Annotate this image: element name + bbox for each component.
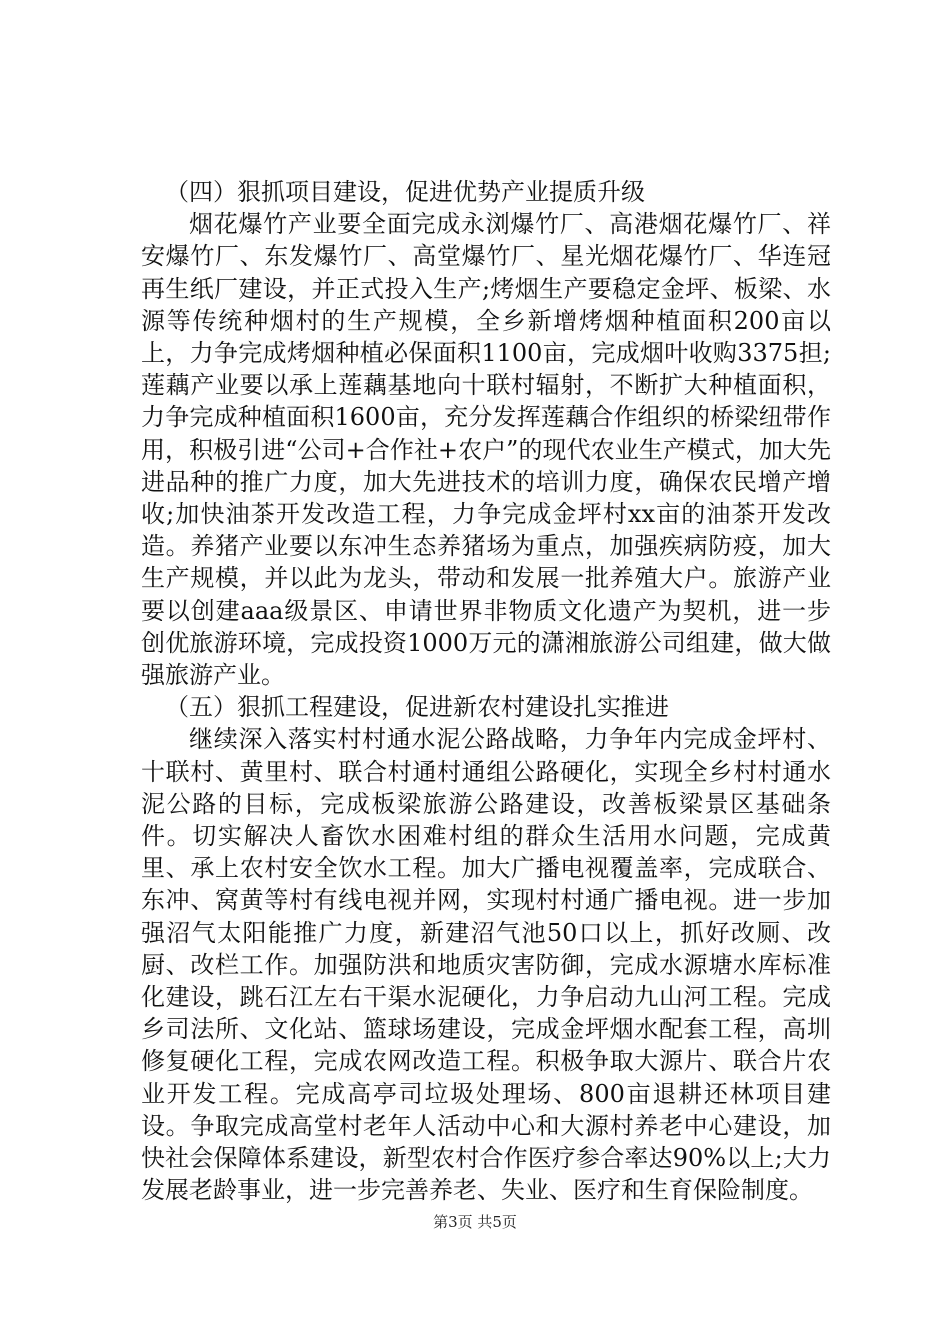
body-paragraph-industry: 烟花爆竹产业要全面完成永浏爆竹厂、高港烟花爆竹厂、祥安爆竹厂、东发爆竹厂、高堂爆竹厂、星光烟花爆竹厂、华连冠再生纸厂建设，并正式投入生产;烤烟生产要稳定金坪、板梁、水源等传统种烟村的生产规模，全乡新增烤烟种植面积200亩以上，力争完成烤烟种植必保面积1100亩，完成烟叶收购3375担;莲藕产业要以承上莲藕基地向十联村辐射，不断扩大种植面积，力争完成种植面积1600亩，充分发挥莲藕合作组织的桥梁纽带作用，积极引进“公司+合作社+农户”的现代农业生产模式，加大先进品种的推广力度，加大先进技术的培训力度，确保农民增产增收;加快油茶开发改造工程，力争完成金坪村xx亩的油茶开发改造。养猪产业要以东冲生态养猪场为重点，加强疾病防疫，加大生产规模，并以此为龙头，带动和发展一批养殖大户。旅游产业要以创建aaa级景区、申请世界非物质文化遗产为契机，进一步创优旅游环境，完成投资1000万元的潇湘旅游公司组建，做大做强旅游产业。 <box>141 210 831 690</box>
document-body <box>141 176 831 1207</box>
page-number-footer: 第3页 共5页 <box>433 1213 517 1231</box>
section-heading-5: （五）狠抓工程建设，促进新农村建设扎实推进 <box>165 693 669 722</box>
section-heading-4: （四）狠抓项目建设，促进优势产业提质升级 <box>165 178 645 206</box>
body-paragraph-engineering: 继续深入落实村村通水泥公路战略，力争年内完成金坪村、十联村、黄里村、联合村通村通组公路硬化，实现全乡村村通水泥公路的目标，完成板梁旅游公路建设，改善板梁景区基础条件。切实解决人畜饮水困难村组的群众生活用水问题，完成黄里、承上农村安全饮水工程。加大广播电视覆盖率，完成联合、东冲、窝黄等村有线电视并网，实现村村通广播电视。进一步加强沼气太阳能推广力度，新建沼气池50口以上，抓好改厕、改厨、改栏工作。加强防洪和地质灾害防御，完成水源塘水库标准化建设，跳石江左右干渠水泥硬化，力争启动九山河工程。完成乡司法所、文化站、篮球场建设，完成金坪烟水配套工程，高圳修复硬化工程，完成农网改造工程。积极争取大源片、联合片农业开发工程。完成高亭司垃圾处理场、800亩退耕还林项目建设。争取完成高堂村老年人活动中心和大源村养老中心建设，加快社会保障体系建设，新型农村合作医疗参合率达90%以上;大力发展老龄事业，进一步完善养老、失业、医疗和生育保险制度。 <box>141 725 831 1205</box>
